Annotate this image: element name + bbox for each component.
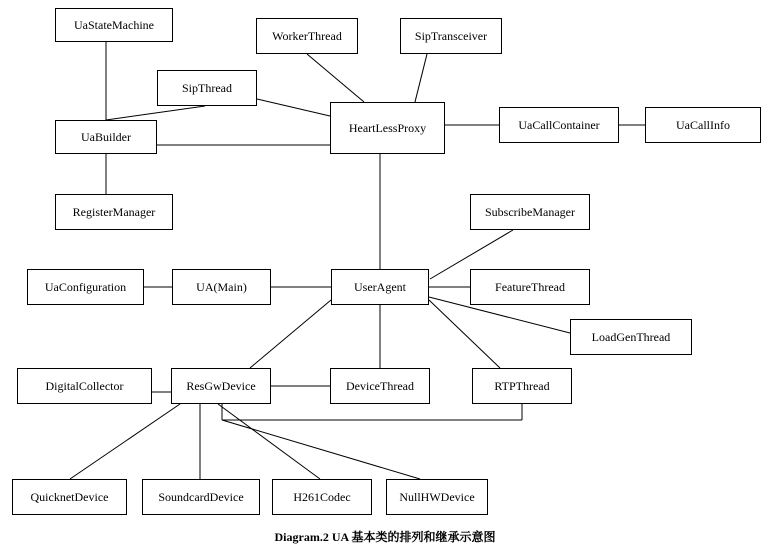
edge-resgwdevice-to-h261codec [218, 404, 320, 479]
edge-uabuilder-to-sipthread [106, 106, 205, 120]
node-label: SipThread [182, 80, 232, 95]
node-featurethread[interactable] [470, 269, 590, 305]
node-label: QuicknetDevice [30, 489, 109, 504]
diagram-caption: Diagram.2 UA 基本类的排列和继承示意图 [274, 530, 496, 544]
node-uastatemachine[interactable] [55, 8, 173, 42]
edge-siptransceiver-to-heartlessproxy [415, 54, 427, 102]
edge-useragent-to-resgwdevice [250, 300, 331, 368]
edge-useragent-to-rtpthread [429, 300, 500, 368]
node-label: UaBuilder [81, 129, 131, 144]
node-label: RegisterManager [72, 204, 156, 219]
node-label: UA(Main) [196, 279, 247, 294]
edge-resgwdevice-to-quicknetdevice [70, 404, 180, 479]
node-label: DeviceThread [346, 378, 414, 393]
node-devicethread[interactable] [330, 368, 430, 404]
node-uacallinfo[interactable] [645, 107, 761, 143]
node-siptransceiver[interactable] [400, 18, 502, 54]
node-label: WorkerThread [272, 28, 342, 43]
node-label: H261Codec [293, 489, 351, 504]
node-label: SipTransceiver [414, 28, 488, 43]
node-uaconfiguration[interactable] [27, 269, 144, 305]
edge-workerthread-to-heartlessproxy [307, 54, 364, 102]
node-label: DigitalCollector [45, 378, 124, 393]
node-registermanager[interactable] [55, 194, 173, 230]
node-heartlessproxy[interactable] [330, 102, 445, 154]
node-useragent[interactable] [331, 269, 429, 305]
node-uabuilder[interactable] [55, 120, 157, 154]
node-label: LoadGenThread [591, 329, 671, 344]
node-subscribemanager[interactable] [470, 194, 590, 230]
node-label: NullHWDevice [399, 489, 475, 504]
node-label: UaConfiguration [44, 279, 127, 294]
node-label: RTPThread [494, 378, 550, 393]
node-label: UaStateMachine [74, 17, 154, 32]
node-label: SoundcardDevice [158, 489, 244, 504]
node-label: UaCallInfo [676, 117, 730, 132]
node-label: ResGwDevice [186, 378, 256, 393]
node-label: UserAgent [354, 279, 406, 294]
node-resgwdevice[interactable] [171, 368, 271, 404]
node-workerthread[interactable] [256, 18, 358, 54]
node-quicknetdevice[interactable] [12, 479, 127, 515]
node-label: HeartLessProxy [348, 120, 427, 135]
node-h261codec[interactable] [272, 479, 372, 515]
node-label: SubscribeManager [485, 204, 575, 219]
node-nullhwdevice[interactable] [386, 479, 488, 515]
node-uamain[interactable] [172, 269, 271, 305]
node-loadgenthread[interactable] [570, 319, 692, 355]
node-digitalcollector[interactable] [17, 368, 152, 404]
edge-resgwdevice-to-nullhwdevice [222, 420, 420, 479]
edge-sipthread-to-heartlessproxy [257, 99, 330, 116]
node-uacallcontainer[interactable] [499, 107, 619, 143]
node-label: UaCallContainer [518, 117, 600, 132]
node-soundcarddevice[interactable] [142, 479, 260, 515]
node-label: FeatureThread [495, 279, 565, 294]
node-rtpthread[interactable] [472, 368, 572, 404]
node-sipthread[interactable] [157, 70, 257, 106]
